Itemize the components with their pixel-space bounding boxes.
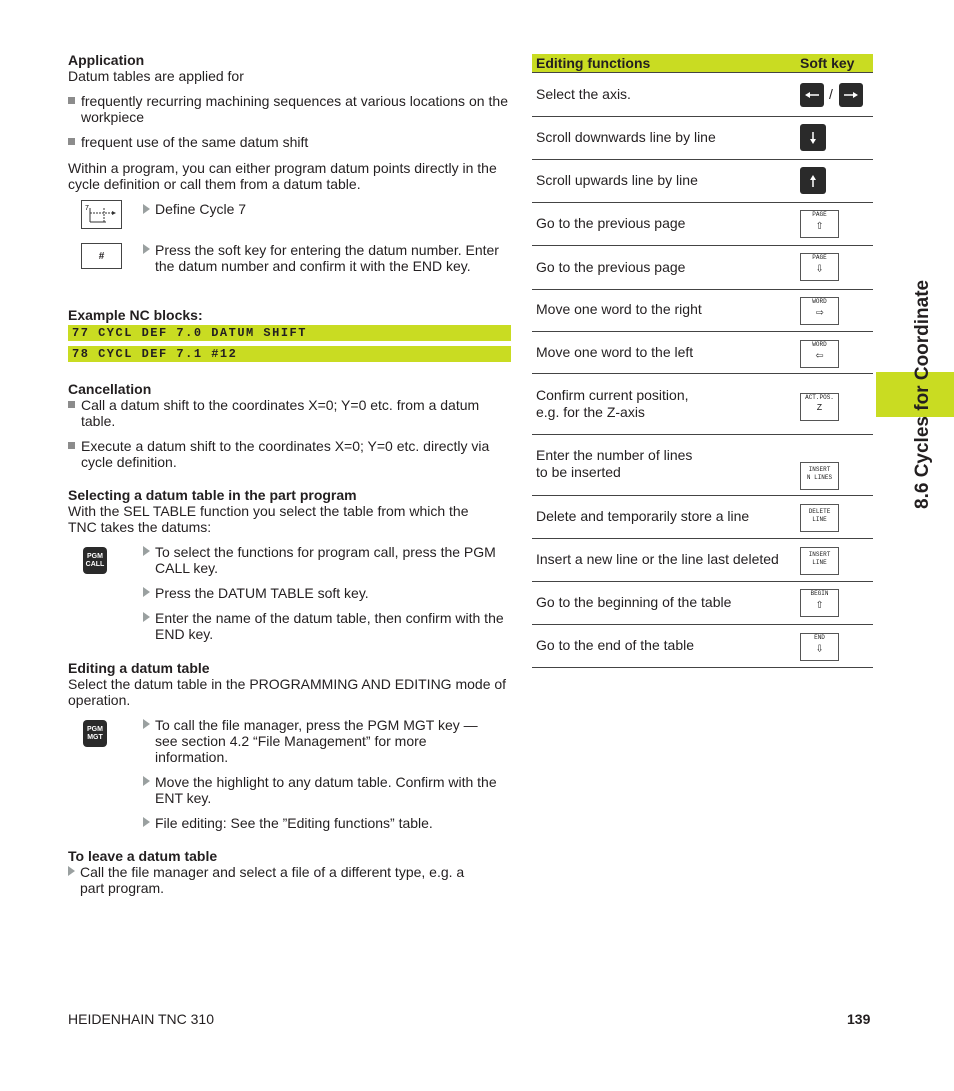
table-row: Move one word to the left WORD ⇦ xyxy=(532,332,873,374)
table-row: Go to the previous page PAGE ⇩ xyxy=(532,246,873,290)
chapter-title xyxy=(907,280,935,510)
editing-heading: Editing a datum table xyxy=(68,660,210,676)
begin-softkey[interactable]: BEGIN ⇧ xyxy=(800,589,839,617)
step-enter-name: Enter the name of the datum table, then confirm with the END key. xyxy=(143,610,505,642)
end-softkey[interactable]: END ⇩ xyxy=(800,633,839,661)
footer-product: HEIDENHAIN TNC 310 xyxy=(68,1011,215,1027)
insert-n-lines-softkey[interactable]: INSERT N LINES xyxy=(800,462,839,490)
selecting-heading: Selecting a datum table in the part program xyxy=(68,487,357,503)
step-datum-number: Press the soft key for entering the datum number. Enter the datum number and confirm it with the END key. xyxy=(143,242,503,274)
editing-paragraph: Select the datum table in the PROGRAMMING AND EDITING mode of operation. xyxy=(68,676,507,708)
arrow-left-key[interactable] xyxy=(800,83,824,107)
header-function: Editing functions xyxy=(536,55,651,71)
leave-heading: To leave a datum table xyxy=(68,848,218,864)
step-leave: Call the file manager and select a file of a different type, e.g. a part program. xyxy=(68,864,488,896)
datum-number-softkey[interactable]: # xyxy=(81,243,122,269)
table-row: Move one word to the right WORD ⇨ xyxy=(532,290,873,332)
nc-block-line: 78 CYCL DEF 7.1 #12 xyxy=(68,346,511,362)
step-datum-table: Press the DATUM TABLE soft key. xyxy=(143,585,503,601)
example-heading: Example NC blocks: xyxy=(68,307,203,323)
delete-line-softkey[interactable]: DELETE LINE xyxy=(800,504,839,532)
arrow-down-key[interactable] xyxy=(800,124,826,151)
table-row: Delete and temporarily store a line DELETE LINE xyxy=(532,496,873,539)
slash-separator: / xyxy=(829,86,833,102)
word-left-softkey[interactable]: WORD ⇦ xyxy=(800,340,839,368)
table-row: Go to the beginning of the table BEGIN ⇧ xyxy=(532,582,873,625)
table-row: Confirm current position, e.g. for the Z-axis ACT.POS. Z xyxy=(532,374,873,435)
list-item: Call a datum shift to the coordinates X=0; Y=0 etc. from a datum table. xyxy=(68,397,508,429)
page-number: 139 xyxy=(847,1011,871,1027)
application-paragraph: Within a program, you can either program datum points directly in the cycle definition or call them from a datum table. xyxy=(68,160,497,192)
table-row: Enter the number of lines to be inserted INSERT N LINES xyxy=(532,435,873,496)
insert-line-softkey[interactable]: INSERT LINE xyxy=(800,547,839,575)
list-item: frequently recurring machining sequences at various locations on the workpiece xyxy=(68,93,508,125)
step-pgm-mgt: To call the file manager, press the PGM MGT key — see section 4.2 “File Management” for more information. xyxy=(143,717,498,765)
word-right-softkey[interactable]: WORD ⇨ xyxy=(800,297,839,325)
pgm-call-key[interactable]: PGM CALL xyxy=(83,547,107,574)
table-header xyxy=(532,54,873,73)
cancellation-heading: Cancellation xyxy=(68,381,152,397)
act-pos-softkey[interactable]: ACT.POS. Z xyxy=(800,393,839,421)
cycle7-key-icon xyxy=(81,200,122,229)
chapter-title-text: 8.6 Cycles for Coordinate Transformations xyxy=(912,280,933,509)
table-row: Scroll downwards line by line xyxy=(532,117,873,160)
arrow-right-key[interactable] xyxy=(839,83,863,107)
application-intro: Datum tables are applied for xyxy=(68,68,244,84)
arrow-up-key[interactable] xyxy=(800,167,826,194)
step-file-editing: File editing: See the ”Editing functions” table. xyxy=(143,815,503,831)
page-up-softkey[interactable]: PAGE ⇧ xyxy=(800,210,839,238)
selecting-paragraph: With the SEL TABLE function you select the table from which the TNC takes the datums: xyxy=(68,503,469,535)
page-down-softkey[interactable]: PAGE ⇩ xyxy=(800,253,839,281)
step-move-highlight: Move the highlight to any datum table. Confirm with the ENT key. xyxy=(143,774,498,806)
step-pgm-call: To select the functions for program call, press the PGM CALL key. xyxy=(143,544,503,576)
table-row: Go to the end of the table END ⇩ xyxy=(532,625,873,668)
table-row: Insert a new line or the line last deleted INSERT LINE xyxy=(532,539,873,582)
cycle7-key-label: 7 xyxy=(85,205,89,212)
step-define-cycle: Define Cycle 7 xyxy=(143,201,246,217)
nc-block-line: 77 CYCL DEF 7.0 DATUM SHIFT xyxy=(68,325,511,341)
header-softkey: Soft key xyxy=(800,55,855,71)
list-item: frequent use of the same datum shift xyxy=(68,134,508,150)
application-heading: Application xyxy=(68,52,145,68)
table-row: Go to the previous page PAGE ⇧ xyxy=(532,203,873,246)
list-item: Execute a datum shift to the coordinates X=0; Y=0 etc. directly via cycle definition. xyxy=(68,438,508,470)
pgm-mgt-key[interactable]: PGM MGT xyxy=(83,720,107,747)
table-row: Select the axis. / xyxy=(532,73,873,117)
table-row: Scroll upwards line by line xyxy=(532,160,873,203)
